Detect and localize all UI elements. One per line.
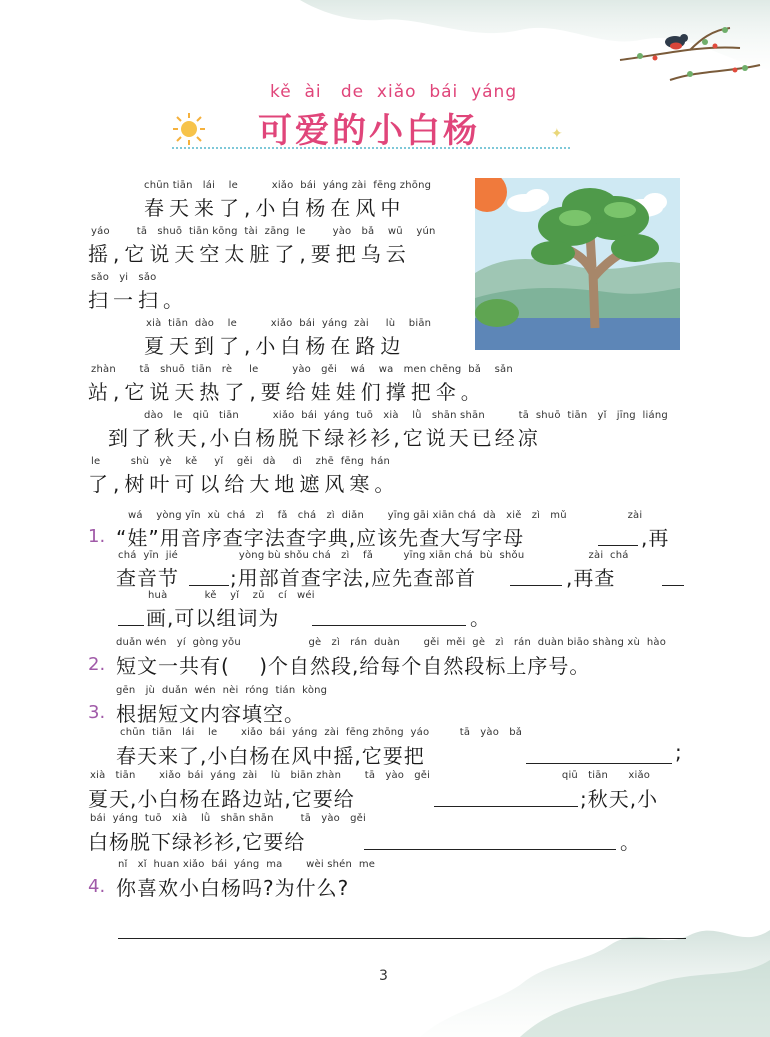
passage-pinyin: chūn tiān lái le xiǎo bái yáng zài fēng zhōng — [144, 180, 432, 191]
title-pinyin: kě ài de xiǎo bái yáng — [270, 82, 518, 102]
sun-icon — [172, 112, 206, 150]
question-pinyin: huà kě yǐ zǔ cí wéi — [148, 590, 315, 601]
question-text: ;用部首查字法,应先查部首 — [230, 566, 477, 590]
passage-line: 到了秋天,小白杨脱下绿衫衫,它说天已经凉 — [108, 426, 541, 450]
answer-blank[interactable] — [364, 849, 616, 850]
passage-pinyin: yáo tā shuō tiān kōng tài zāng le yào bǎ wū yún — [91, 226, 436, 237]
passage-pinyin: zhàn tā shuō tiān rè le yào gěi wá wa men chēng bǎ sǎn — [91, 364, 513, 375]
question-text: 你喜欢小白杨吗?为什么? — [116, 876, 350, 900]
question-text: 短文一共有( )个自然段,给每个自然段标上序号。 — [116, 654, 591, 678]
page-title: 可爱的小白杨 — [258, 111, 480, 151]
question-text: ,再查 — [566, 566, 616, 590]
passage-pinyin: dào le qiū tiān xiǎo bái yáng tuō xià lǜ shān shān tā shuō tiān yǐ jīng liáng — [144, 410, 668, 421]
tree-illustration — [475, 178, 680, 350]
question-text: 白杨脱下绿衫衫,它要给 — [88, 830, 306, 854]
question-text: 。 — [620, 830, 641, 854]
star-icon: ✦ — [551, 126, 563, 142]
title-dotted-rule — [172, 147, 570, 149]
answer-blank[interactable] — [434, 806, 578, 807]
question-pinyin: duǎn wén yí gòng yǒu gè zì rán duàn gěi měi gè zì rán duàn biāo shàng xù hào — [116, 637, 667, 648]
passage-pinyin: xià tiān dào le xiǎo bái yáng zài lù biān — [146, 318, 432, 329]
answer-line[interactable] — [118, 938, 686, 939]
answer-blank[interactable] — [598, 545, 638, 546]
question-pinyin: gēn jù duǎn wén nèi róng tián kòng — [116, 685, 328, 696]
answer-blank[interactable] — [662, 585, 684, 586]
question-text: ,再 — [641, 526, 670, 550]
question-pinyin: chūn tiān lái le xiǎo bái yáng zài fēng zhōng yáo tā yào bǎ — [120, 727, 523, 738]
answer-blank[interactable] — [118, 625, 144, 626]
passage-line: 夏天到了,小白杨在路边 — [144, 334, 406, 358]
question-text: 春天来了,小白杨在风中摇,它要把 — [116, 744, 425, 768]
answer-blank[interactable] — [526, 763, 672, 764]
question-text: 夏天,小白杨在路边站,它要给 — [88, 787, 355, 811]
passage-line: 站,它说天热了,要给娃娃们撑把伞。 — [88, 380, 486, 404]
passage-pinyin: le shù yè kě yǐ gěi dà dì zhē fēng hán — [91, 456, 391, 467]
question-pinyin: nǐ xǐ huan xiǎo bái yáng ma wèi shén me — [118, 859, 376, 870]
question-pinyin: xià tiān xiǎo bái yáng zài lù biān zhàn tā yào gěi qiū tiān xiǎo — [90, 770, 651, 781]
passage-line: 扫一扫。 — [88, 288, 188, 312]
question-number: 1. — [88, 526, 106, 547]
question-text: ;秋天,小 — [580, 787, 659, 811]
question-pinyin: bái yáng tuō xià lǜ shān shān tā yào gěi — [90, 813, 367, 824]
question-pinyin: chá yīn jié yòng bù shǒu chá zì fǎ yīng xiān chá bù shǒu zài chá — [118, 550, 629, 561]
question-text: 查音节 — [116, 566, 179, 590]
answer-blank[interactable] — [189, 585, 229, 586]
question-text: ; — [675, 740, 683, 764]
question-text: 根据短文内容填空。 — [116, 702, 305, 726]
question-text: 画,可以组词为 — [146, 606, 280, 630]
question-text: “娃”用音序查字法查字典,应该先查大写字母 — [116, 526, 525, 550]
question-pinyin: wá yòng yīn xù chá zì fǎ chá zì diǎn yīng gāi xiān chá dà xiě zì mǔ zài — [128, 510, 643, 521]
answer-blank[interactable] — [312, 625, 466, 626]
question-number: 2. — [88, 654, 106, 675]
page-number: 3 — [379, 968, 388, 984]
passage-line: 春天来了,小白杨在风中 — [144, 196, 406, 220]
passage-line: 了,树叶可以给大地遮风寒。 — [88, 472, 400, 496]
question-number: 4. — [88, 876, 106, 897]
answer-blank[interactable] — [510, 585, 562, 586]
question-text: 。 — [470, 606, 491, 630]
passage-line: 摇,它说天空太脏了,要把乌云 — [88, 242, 411, 266]
passage-pinyin: sǎo yi sǎo — [91, 272, 157, 283]
question-number: 3. — [88, 702, 106, 723]
top-mountains — [300, 0, 770, 70]
